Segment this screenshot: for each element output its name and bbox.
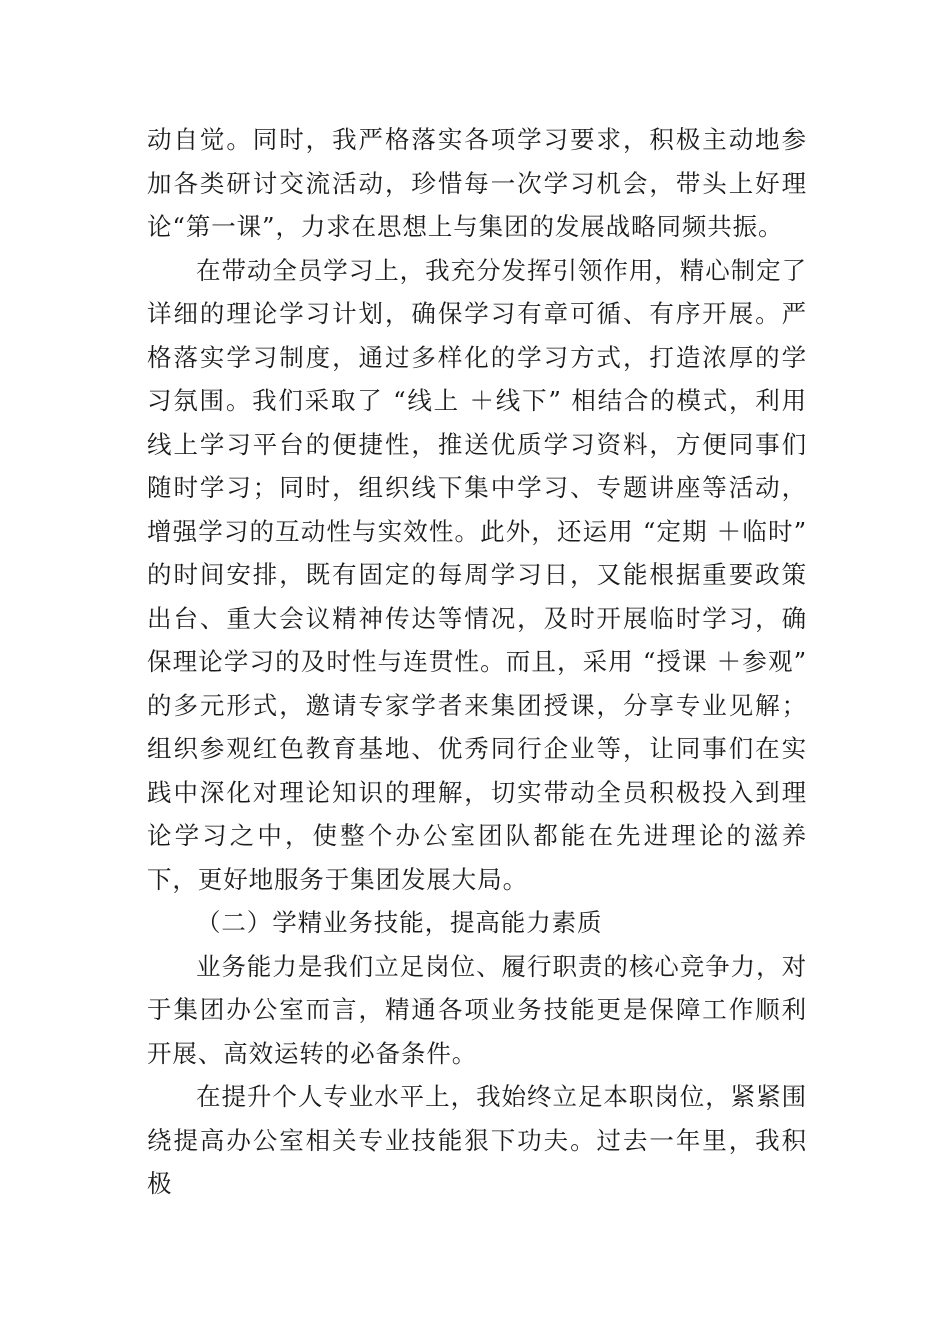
section-heading: （二）学精业务技能，提高能力素质	[196, 908, 603, 937]
paragraph-continuation: 动自觉。同时，我严格落实各项学习要求，积极主动地参加各类研讨交流活动，珍惜每一次学习机会，带头上好理论“第一课”，力求在思想上与集团的发展战略同频共振。	[147, 125, 807, 241]
document-body	[147, 118, 807, 1206]
paragraph-business-ability: 业务能力是我们立足岗位、履行职责的核心竞争力，对于集团办公室而言，精通各项业务技能更是保障工作顺利开展、高效运转的必备条件。	[147, 951, 807, 1068]
paragraph-study-plan: 在带动全员学习上，我充分发挥引领作用，精心制定了详细的理论学习计划，确保学习有章可循、有序开展。严格落实学习制度，通过多样化的学习方式，打造浓厚的学习氛围。我们采取了 “线上 ＋线下” 相结合的模式，利用线上学习平台的便捷性，推送优质学习资料，方便同事们随时学习；同时，组织线下集中学习、专题讲座等活动，增强学习的互动性与实效性。此外，还运用 “定期 ＋临时” 的时间安排，既有固定的每周学习日，又能根据重要政策出台、重大会议精神传达等情况，及时开展临时学习，确保理论学习的及时性与连贯性。而且，采用 “授课 ＋参观” 的多元形式，邀请专家学者来集团授课，分享专业见解；组织参观红色教育基地、优秀同行企业等，让同事们在实践中深化对理论知识的理解，切实带动全员积极投入到理论学习之中，使整个办公室团队都能在先进理论的滋养下，更好地服务于集团发展大局。	[147, 255, 807, 894]
paragraph-professional-level: 在提升个人专业水平上，我始终立足本职岗位，紧紧围绕提高办公室相关专业技能狠下功夫。过去一年里，我积极	[147, 1082, 807, 1198]
